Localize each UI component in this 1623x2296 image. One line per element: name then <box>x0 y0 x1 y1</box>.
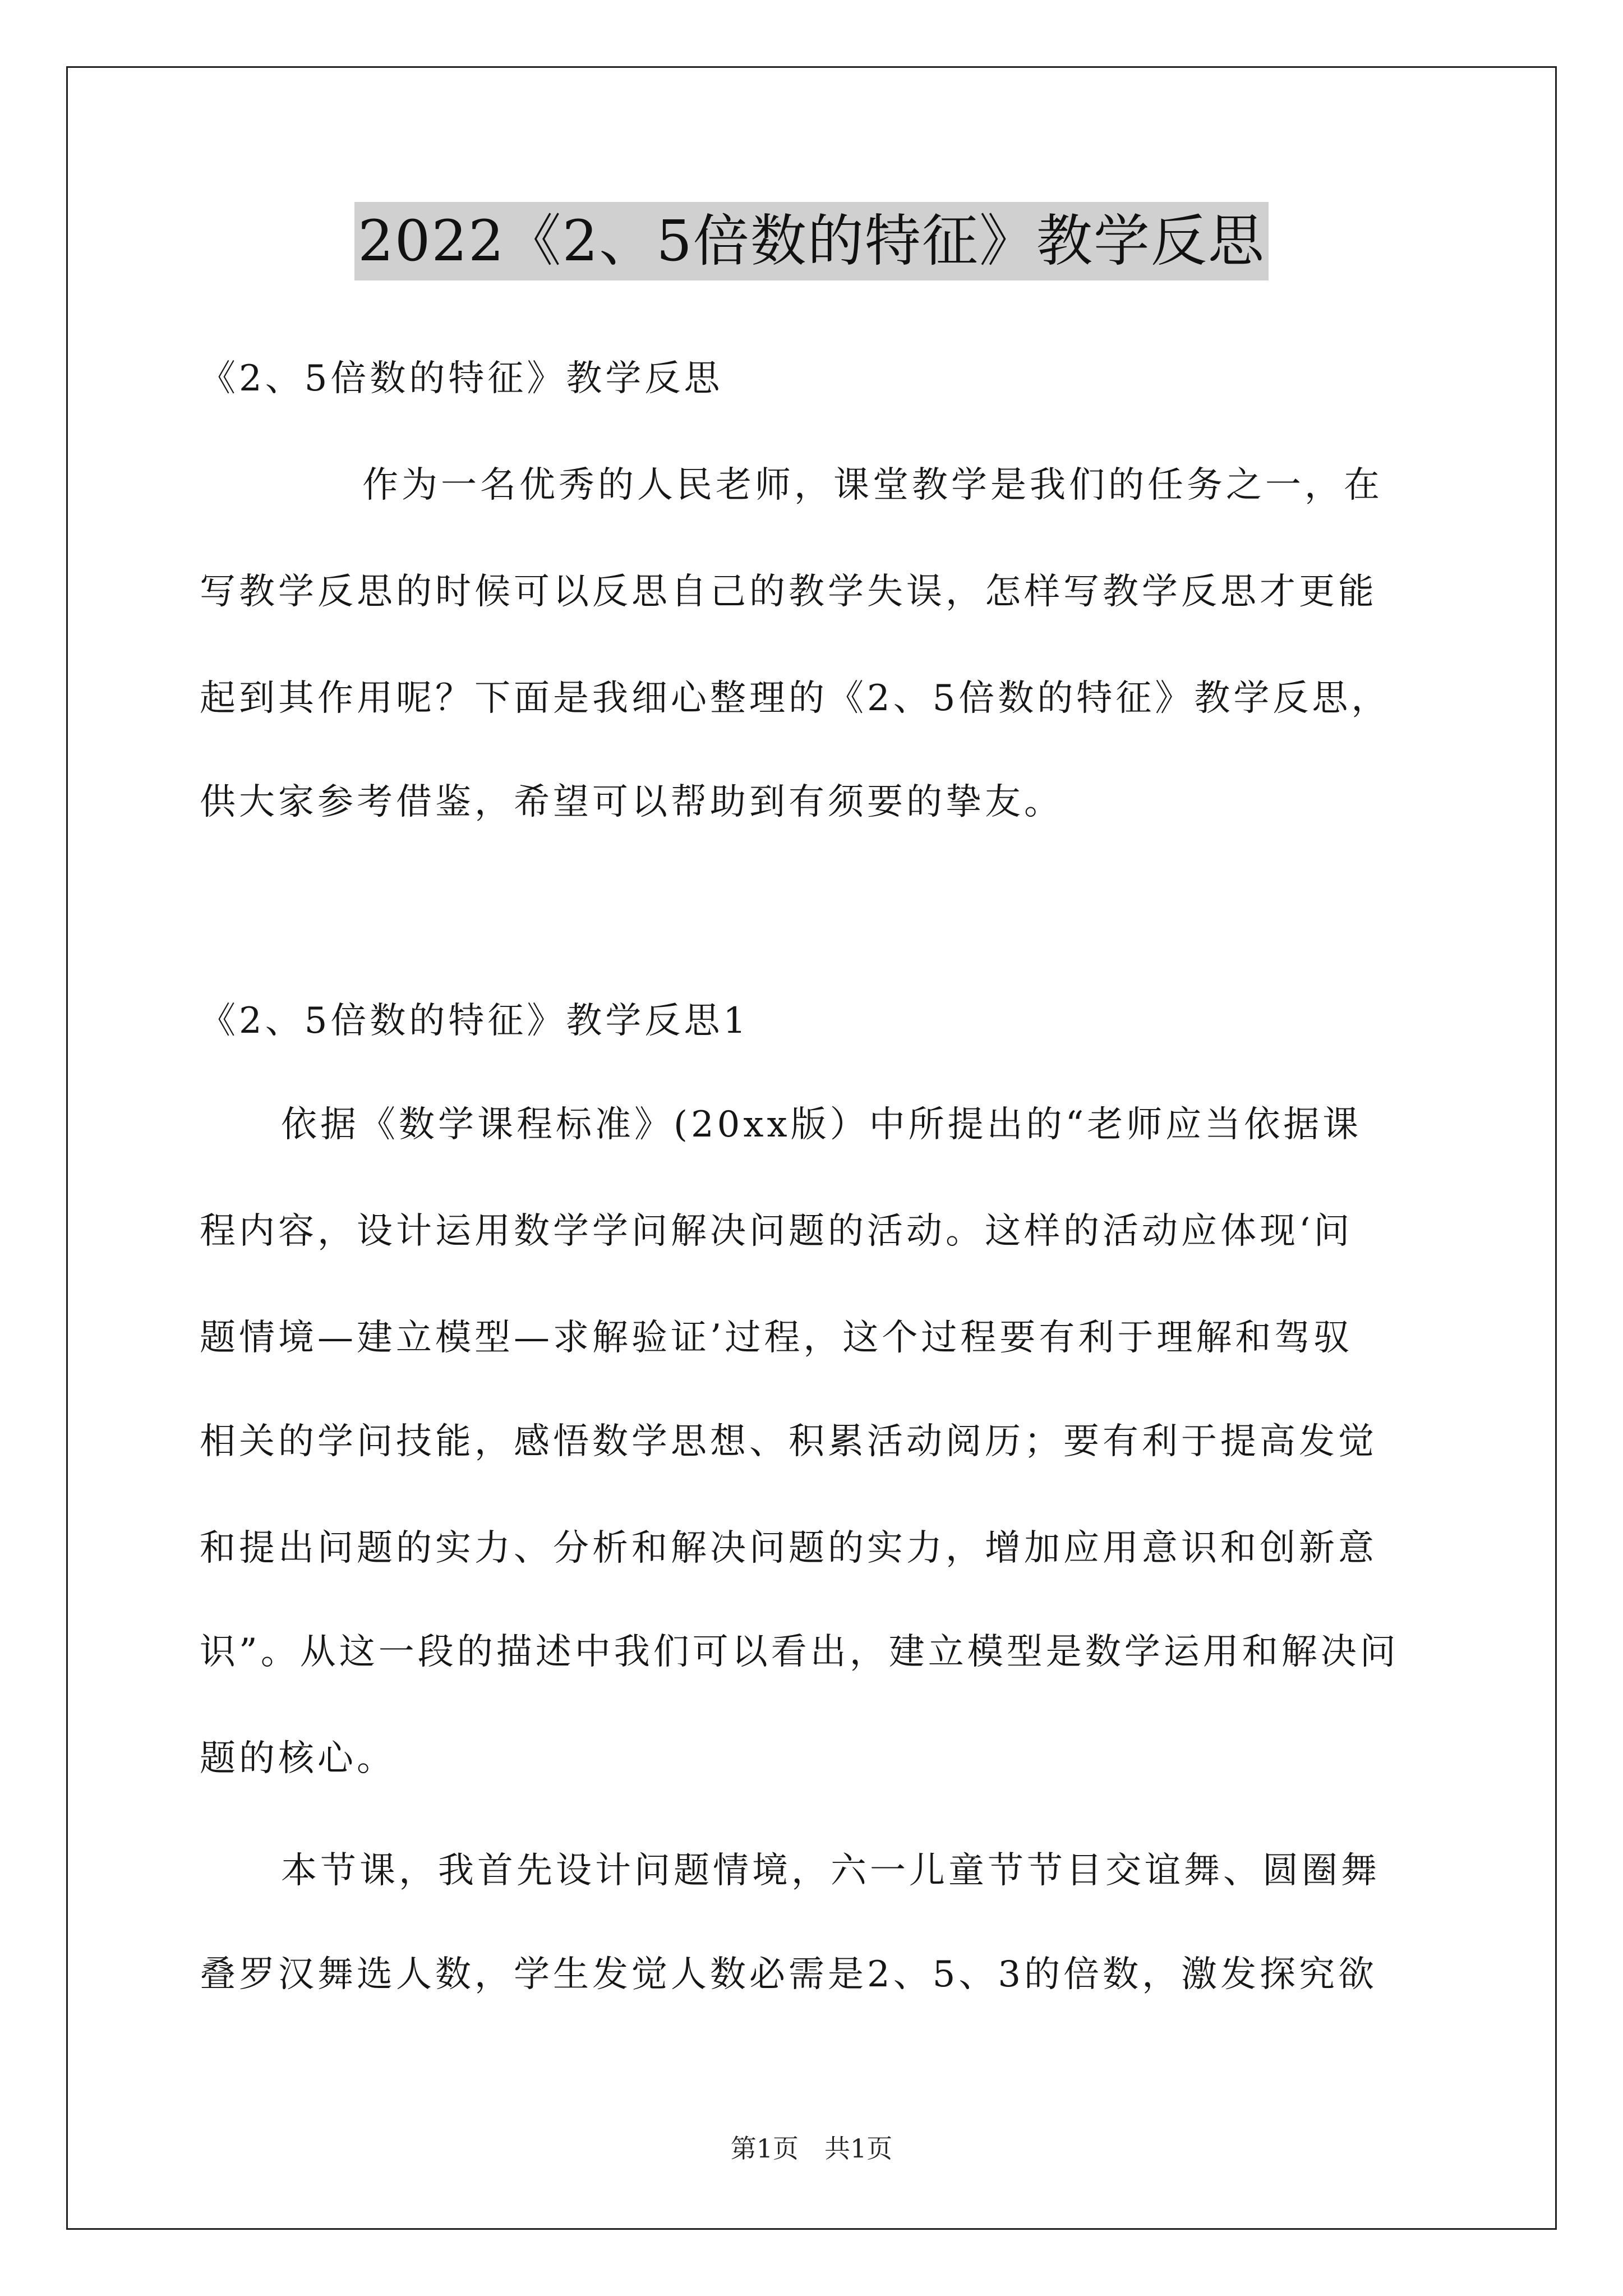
document-title: 2022《2、5倍数的特征》教学反思 <box>354 202 1269 280</box>
paragraph-line: 本节课，我首先设计问题情境，六一儿童节节目交谊舞、圆圈舞 <box>281 1850 1380 1892</box>
intro-line: 供大家参考借鉴，希望可以帮助到有须要的挚友。 <box>200 781 1063 823</box>
intro-line: 写教学反思的时候可以反思自己的教学失误，怎样写教学反思才更能 <box>200 571 1377 613</box>
paragraph-line: 题情境—建立模型—求解验证’过程，这个过程要有利于理解和驾驭 <box>200 1317 1353 1359</box>
paragraph-line: 相关的学问技能，感悟数学思想、积累活动阅历；要有利于提高发觉 <box>200 1421 1377 1462</box>
intro-line: 作为一名优秀的人民老师，课堂教学是我们的任务之一，在 <box>362 464 1383 506</box>
paragraph-line: 叠罗汉舞选人数，学生发觉人数必需是2、5、3的倍数，激发探究欲 <box>200 1954 1378 1995</box>
section-heading: 《2、5倍数的特征》教学反思1 <box>200 1000 750 1042</box>
paragraph-line: 程内容，设计运用数学学问解决问题的活动。这样的活动应体现‘问 <box>200 1211 1353 1252</box>
title-container <box>0 202 1623 280</box>
intro-line: 起到其作用呢？下面是我细心整理的《2、5倍数的特征》教学反思， <box>200 678 1391 719</box>
paragraph-line: 题的核心。 <box>200 1738 396 1779</box>
subtitle-line: 《2、5倍数的特征》教学反思 <box>200 358 723 399</box>
paragraph-line: 识”。从这一段的描述中我们可以看出，建立模型是数学运用和解决问 <box>200 1631 1399 1673</box>
paragraph-line: 依据《数学课程标准》(20xx版）中所提出的“老师应当依据课 <box>281 1104 1362 1145</box>
paragraph-line: 和提出问题的实力、分析和解决问题的实力，增加应用意识和创新意 <box>200 1527 1377 1569</box>
page-footer: 第1页 共1页 <box>730 2133 893 2164</box>
